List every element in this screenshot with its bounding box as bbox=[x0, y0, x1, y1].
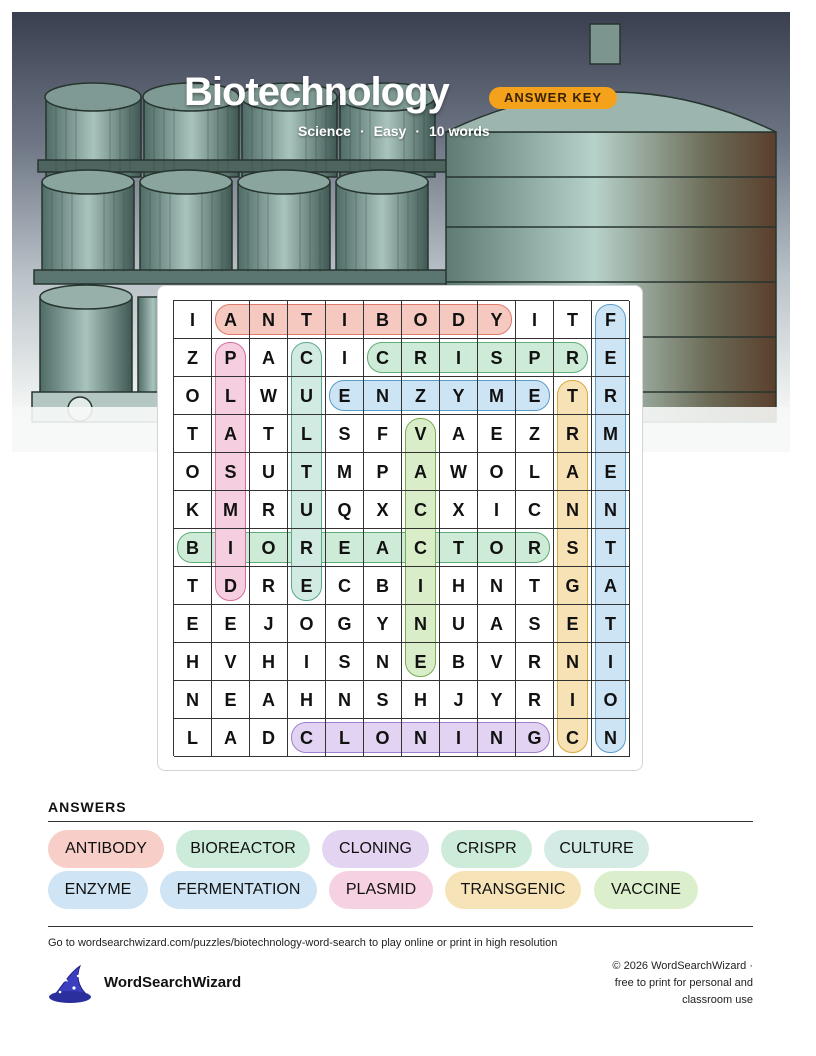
grid-cell[interactable]: E bbox=[326, 377, 364, 415]
grid-cell[interactable]: P bbox=[212, 339, 250, 377]
grid-cell[interactable]: W bbox=[250, 377, 288, 415]
grid-cell[interactable]: G bbox=[554, 567, 592, 605]
grid-cell[interactable]: L bbox=[326, 719, 364, 757]
grid-cell[interactable]: A bbox=[364, 529, 402, 567]
grid-cell[interactable]: A bbox=[250, 681, 288, 719]
grid-cell[interactable]: M bbox=[326, 453, 364, 491]
grid-cell[interactable]: T bbox=[592, 529, 630, 567]
grid-cell[interactable]: S bbox=[516, 605, 554, 643]
grid-cell[interactable]: O bbox=[288, 605, 326, 643]
grid-cell[interactable]: L bbox=[212, 377, 250, 415]
grid-cell[interactable]: H bbox=[288, 681, 326, 719]
grid-cell[interactable]: O bbox=[478, 529, 516, 567]
grid-cell[interactable]: U bbox=[288, 491, 326, 529]
grid-cell[interactable]: N bbox=[402, 605, 440, 643]
grid-cell[interactable]: N bbox=[592, 491, 630, 529]
answer-word-enzyme: ENZYME bbox=[48, 871, 148, 909]
grid-cell[interactable]: H bbox=[402, 681, 440, 719]
grid-cell[interactable]: E bbox=[592, 339, 630, 377]
grid-cell[interactable]: M bbox=[478, 377, 516, 415]
grid-cell[interactable]: Z bbox=[516, 415, 554, 453]
grid-cell[interactable]: O bbox=[174, 453, 212, 491]
grid-cell[interactable]: S bbox=[364, 681, 402, 719]
grid-cell[interactable]: R bbox=[592, 377, 630, 415]
grid-cell[interactable]: F bbox=[592, 301, 630, 339]
grid-cell[interactable]: A bbox=[402, 453, 440, 491]
grid-cell[interactable]: V bbox=[402, 415, 440, 453]
grid-cell[interactable]: W bbox=[440, 453, 478, 491]
grid-cell[interactable]: H bbox=[250, 643, 288, 681]
answer-word-plasmid: PLASMID bbox=[329, 871, 433, 909]
grid-cell[interactable]: T bbox=[516, 567, 554, 605]
grid-cell[interactable]: B bbox=[364, 301, 402, 339]
grid-cell[interactable]: B bbox=[364, 567, 402, 605]
grid-cell[interactable]: R bbox=[288, 529, 326, 567]
grid-cell[interactable]: R bbox=[516, 643, 554, 681]
grid-cell[interactable]: M bbox=[592, 415, 630, 453]
separator-dot: · bbox=[359, 123, 365, 139]
grid-cell[interactable]: C bbox=[326, 567, 364, 605]
divider bbox=[48, 926, 753, 927]
grid-cell[interactable]: N bbox=[364, 643, 402, 681]
footer-link-text[interactable]: Go to wordsearchwizard.com/puzzles/biotechnology-word-search to play online or print in high resolution bbox=[48, 937, 558, 949]
grid-cell[interactable]: L bbox=[174, 719, 212, 757]
grid-cell[interactable]: C bbox=[554, 719, 592, 757]
grid-cell[interactable]: A bbox=[592, 567, 630, 605]
grid-cell[interactable]: E bbox=[212, 681, 250, 719]
copyright-line: © 2026 WordSearchWizard · bbox=[612, 960, 753, 972]
grid-cell[interactable]: U bbox=[250, 453, 288, 491]
grid-cell[interactable]: Y bbox=[440, 377, 478, 415]
wizard-hat-icon bbox=[46, 964, 92, 1004]
grid-cell[interactable]: A bbox=[212, 719, 250, 757]
grid-cell[interactable]: T bbox=[288, 301, 326, 339]
grid-cell[interactable]: I bbox=[478, 491, 516, 529]
grid-cell[interactable]: P bbox=[516, 339, 554, 377]
grid-cell[interactable]: N bbox=[554, 643, 592, 681]
grid-cell[interactable]: D bbox=[250, 719, 288, 757]
grid-cell[interactable]: C bbox=[516, 491, 554, 529]
grid-cell[interactable]: I bbox=[174, 301, 212, 339]
grid-cell[interactable]: O bbox=[250, 529, 288, 567]
grid-cell[interactable]: I bbox=[326, 339, 364, 377]
grid-cell[interactable]: S bbox=[326, 643, 364, 681]
answer-key-badge: ANSWER KEY bbox=[489, 87, 617, 109]
grid-cell[interactable]: K bbox=[174, 491, 212, 529]
grid-cell[interactable]: O bbox=[478, 453, 516, 491]
copyright-line: free to print for personal and bbox=[614, 977, 753, 989]
grid-cell[interactable]: E bbox=[478, 415, 516, 453]
grid-cell[interactable]: E bbox=[554, 605, 592, 643]
grid-cell[interactable]: A bbox=[440, 415, 478, 453]
grid-cell[interactable]: E bbox=[592, 453, 630, 491]
divider bbox=[48, 821, 753, 822]
grid-cell[interactable]: J bbox=[440, 681, 478, 719]
grid-cell[interactable]: U bbox=[288, 377, 326, 415]
grid-cell[interactable]: L bbox=[288, 415, 326, 453]
grid-cell[interactable]: G bbox=[516, 719, 554, 757]
grid-cell[interactable]: S bbox=[326, 415, 364, 453]
grid-cell[interactable]: E bbox=[212, 605, 250, 643]
answer-word-antibody: ANTIBODY bbox=[48, 830, 164, 868]
grid-cell[interactable]: R bbox=[516, 681, 554, 719]
answer-word-fermentation: FERMENTATION bbox=[160, 871, 317, 909]
answer-word-transgenic: TRANSGENIC bbox=[445, 871, 581, 909]
grid-cell[interactable]: I bbox=[592, 643, 630, 681]
grid-cell[interactable]: Z bbox=[174, 339, 212, 377]
difficulty-label: Easy bbox=[373, 123, 407, 139]
answer-word-culture: CULTURE bbox=[544, 830, 649, 868]
grid-cell[interactable]: A bbox=[212, 415, 250, 453]
grid-cell[interactable]: B bbox=[440, 643, 478, 681]
page-title: Biotechnology bbox=[184, 70, 449, 114]
grid-cell[interactable]: X bbox=[364, 491, 402, 529]
letter-grid bbox=[173, 300, 629, 756]
grid-cell[interactable]: A bbox=[554, 453, 592, 491]
grid-cell[interactable]: D bbox=[212, 567, 250, 605]
grid-cell[interactable]: H bbox=[174, 643, 212, 681]
grid-cell[interactable]: A bbox=[250, 339, 288, 377]
grid-cell[interactable]: A bbox=[478, 605, 516, 643]
grid-cell[interactable]: B bbox=[174, 529, 212, 567]
grid-cell[interactable]: Q bbox=[326, 491, 364, 529]
grid-cell[interactable]: I bbox=[440, 719, 478, 757]
grid-cell[interactable]: M bbox=[212, 491, 250, 529]
grid-cell[interactable]: T bbox=[174, 415, 212, 453]
grid-cell[interactable]: G bbox=[326, 605, 364, 643]
grid-cell[interactable]: J bbox=[250, 605, 288, 643]
answers-heading: ANSWERS bbox=[48, 799, 127, 815]
grid-cell[interactable]: N bbox=[478, 567, 516, 605]
grid-cell[interactable]: T bbox=[288, 453, 326, 491]
grid-cell[interactable]: I bbox=[554, 681, 592, 719]
grid-cell[interactable]: C bbox=[364, 339, 402, 377]
answer-word-vaccine: VACCINE bbox=[594, 871, 698, 909]
grid-cell[interactable]: C bbox=[288, 719, 326, 757]
grid-cell[interactable]: E bbox=[174, 605, 212, 643]
grid-cell[interactable]: O bbox=[402, 301, 440, 339]
grid-cell[interactable]: N bbox=[174, 681, 212, 719]
grid-cell[interactable]: C bbox=[402, 529, 440, 567]
grid-cell[interactable]: N bbox=[364, 377, 402, 415]
grid-cell[interactable]: C bbox=[288, 339, 326, 377]
copyright-text bbox=[560, 958, 753, 1009]
grid-cell[interactable]: T bbox=[592, 605, 630, 643]
grid-cell[interactable]: O bbox=[592, 681, 630, 719]
grid-cell[interactable]: R bbox=[250, 491, 288, 529]
grid-cell[interactable]: I bbox=[516, 301, 554, 339]
grid-cell[interactable]: Y bbox=[478, 681, 516, 719]
grid-cell[interactable]: S bbox=[212, 453, 250, 491]
grid-cell[interactable]: Y bbox=[478, 301, 516, 339]
grid-cell[interactable]: E bbox=[288, 567, 326, 605]
grid-cell[interactable]: V bbox=[212, 643, 250, 681]
grid-cell[interactable]: S bbox=[554, 529, 592, 567]
grid-cell[interactable]: N bbox=[402, 719, 440, 757]
separator-dot: · bbox=[415, 123, 420, 139]
grid-cell[interactable]: R bbox=[250, 567, 288, 605]
grid-cell[interactable]: I bbox=[440, 339, 478, 377]
grid-cell[interactable]: Z bbox=[402, 377, 440, 415]
grid-cell[interactable]: R bbox=[554, 339, 592, 377]
grid-cell[interactable]: R bbox=[554, 415, 592, 453]
grid-cell[interactable]: T bbox=[250, 415, 288, 453]
brand-name: WordSearchWizard bbox=[104, 974, 242, 991]
grid-cell[interactable]: I bbox=[288, 643, 326, 681]
grid-cell[interactable]: N bbox=[326, 681, 364, 719]
grid-cell[interactable]: N bbox=[478, 719, 516, 757]
grid-cell[interactable]: T bbox=[174, 567, 212, 605]
grid-cell[interactable]: T bbox=[554, 377, 592, 415]
puzzle-meta bbox=[298, 123, 490, 139]
grid-cell[interactable]: R bbox=[516, 529, 554, 567]
grid-cell[interactable]: I bbox=[212, 529, 250, 567]
grid-cell[interactable]: F bbox=[364, 415, 402, 453]
grid-cell[interactable]: N bbox=[554, 491, 592, 529]
grid-cell[interactable]: E bbox=[326, 529, 364, 567]
grid-cell[interactable]: L bbox=[516, 453, 554, 491]
grid-cell[interactable]: N bbox=[250, 301, 288, 339]
grid-cell[interactable]: O bbox=[174, 377, 212, 415]
grid-cell[interactable]: V bbox=[478, 643, 516, 681]
grid-cell[interactable]: I bbox=[402, 567, 440, 605]
grid-cell[interactable]: U bbox=[440, 605, 478, 643]
grid-cell[interactable]: A bbox=[212, 301, 250, 339]
word-count-label: 10 words bbox=[428, 123, 490, 139]
copyright-line: classroom use bbox=[682, 994, 753, 1006]
grid-cell[interactable]: P bbox=[364, 453, 402, 491]
category-label: Science bbox=[298, 123, 351, 139]
answer-word-bioreactor: BIOREACTOR bbox=[176, 830, 310, 868]
grid-cell[interactable]: E bbox=[516, 377, 554, 415]
answer-word-cloning: CLONING bbox=[322, 830, 429, 868]
grid-cell[interactable]: C bbox=[402, 491, 440, 529]
grid-cell[interactable]: I bbox=[326, 301, 364, 339]
grid-cell[interactable]: T bbox=[554, 301, 592, 339]
grid-cell[interactable]: S bbox=[478, 339, 516, 377]
grid-cell[interactable]: X bbox=[440, 491, 478, 529]
grid-cell[interactable]: R bbox=[402, 339, 440, 377]
grid-cell[interactable]: Y bbox=[364, 605, 402, 643]
grid-cell[interactable]: O bbox=[364, 719, 402, 757]
grid-cell[interactable]: N bbox=[592, 719, 630, 757]
grid-cell[interactable]: E bbox=[402, 643, 440, 681]
grid-cell[interactable]: D bbox=[440, 301, 478, 339]
grid-cell[interactable]: T bbox=[440, 529, 478, 567]
answer-word-crispr: CRISPR bbox=[441, 830, 532, 868]
grid-cell[interactable]: H bbox=[440, 567, 478, 605]
